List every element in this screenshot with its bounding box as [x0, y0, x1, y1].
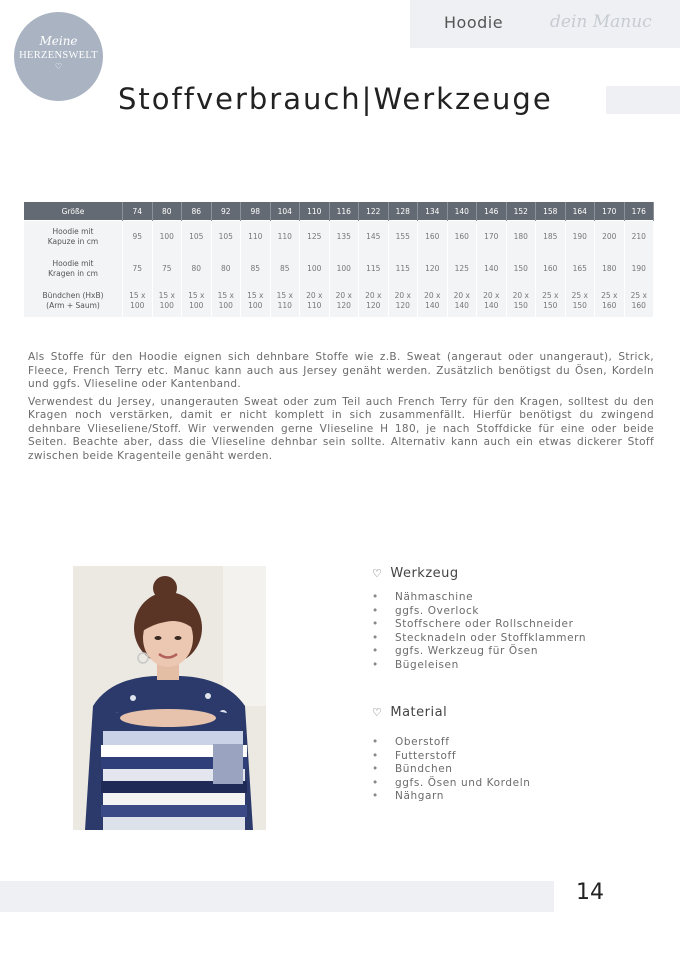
size-header: 140 [447, 202, 477, 221]
list-item: • Nähgarn [372, 790, 531, 804]
size-header: 134 [418, 202, 448, 221]
material-list [372, 736, 531, 804]
table-cell [359, 285, 389, 317]
table-cell: 75 [152, 253, 182, 285]
row-label-line: Hoodie mit [52, 259, 94, 268]
table-cell [447, 285, 477, 317]
werkzeug-heading [372, 566, 459, 581]
table-cell: 105 [211, 221, 241, 254]
cell-line: 15 x [158, 291, 175, 300]
table-cell: 165 [565, 253, 595, 285]
header-title: Hoodie [444, 13, 504, 32]
list-item: • Oberstoff [372, 736, 531, 750]
table-cell: 95 [123, 221, 153, 254]
cell-line: 150 [572, 301, 587, 310]
cell-line: 20 x [453, 291, 470, 300]
cell-line: 20 x [394, 291, 411, 300]
cell-line: 25 x [571, 291, 588, 300]
size-header: 74 [123, 202, 153, 221]
row-label-line: Hoodie mit [52, 227, 94, 236]
table-cell: 100 [300, 253, 330, 285]
title-accent-band [606, 86, 680, 114]
table-cell: 155 [388, 221, 418, 254]
table-cell [270, 285, 300, 317]
werkzeug-heading-text: Werkzeug [390, 566, 459, 581]
cell-line: 20 x [512, 291, 529, 300]
size-header: 104 [270, 202, 300, 221]
header-script: dein Manuc [550, 12, 652, 32]
list-item: • ggfs. Ösen und Kordeln [372, 777, 531, 791]
cell-line: 120 [395, 301, 410, 310]
size-header: 110 [300, 202, 330, 221]
heart-icon: ♡ [372, 706, 383, 719]
logo-script-text: Meine [39, 34, 78, 48]
row-label-line: Bündchen (HxB) [42, 291, 104, 300]
row-label [24, 253, 123, 285]
table-cell [182, 285, 212, 317]
row-label-line: Kragen in cm [48, 269, 98, 278]
table-cell: 145 [359, 221, 389, 254]
table-cell: 180 [595, 253, 625, 285]
table-cell [329, 285, 359, 317]
table-cell: 180 [506, 221, 536, 254]
cell-line: 100 [159, 301, 174, 310]
cell-line: 120 [366, 301, 381, 310]
cell-line: 15 x [188, 291, 205, 300]
cell-line: 150 [543, 301, 558, 310]
table-cell [123, 285, 153, 317]
size-header: 158 [536, 202, 566, 221]
cell-line: 15 x [217, 291, 234, 300]
size-header: 146 [477, 202, 507, 221]
size-header: 176 [624, 202, 654, 221]
portrait-photo [73, 566, 266, 830]
table-cell [211, 285, 241, 317]
logo-main-text: HERZENSWELT [19, 50, 98, 61]
table-cell [388, 285, 418, 317]
table-cell [477, 285, 507, 317]
size-header: 86 [182, 202, 212, 221]
table-cell: 80 [211, 253, 241, 285]
size-header: 152 [506, 202, 536, 221]
row-label [24, 221, 123, 254]
cell-line: 15 x [247, 291, 264, 300]
logo-heart-icon: ♡ [54, 62, 63, 71]
list-item: • Bügeleisen [372, 659, 586, 673]
size-header: 98 [241, 202, 271, 221]
table-cell: 190 [565, 221, 595, 254]
table-cell: 160 [447, 221, 477, 254]
table-cell [241, 285, 271, 317]
size-table [24, 202, 654, 317]
table-cell: 110 [241, 221, 271, 254]
row-label [24, 285, 123, 317]
cell-line: 140 [425, 301, 440, 310]
cell-line: 140 [484, 301, 499, 310]
list-item: • Stoffschere oder Rollschneider [372, 618, 586, 632]
size-header: 128 [388, 202, 418, 221]
size-header-label: Größe [24, 202, 123, 221]
table-cell: 100 [329, 253, 359, 285]
table-cell [418, 285, 448, 317]
portrait-illustration [73, 566, 266, 830]
cell-line: 110 [307, 301, 322, 310]
table-cell [536, 285, 566, 317]
table-cell [595, 285, 625, 317]
werkzeug-list [372, 591, 586, 673]
table-cell [624, 285, 654, 317]
size-header: 164 [565, 202, 595, 221]
table-cell: 125 [300, 221, 330, 254]
table-cell: 160 [418, 221, 448, 254]
table-cell: 140 [477, 253, 507, 285]
table-cell: 200 [595, 221, 625, 254]
header-band [410, 0, 680, 48]
table-cell: 210 [624, 221, 654, 254]
table-cell: 85 [241, 253, 271, 285]
table-cell: 115 [359, 253, 389, 285]
row-label-line: (Arm + Saum) [46, 301, 100, 310]
table-cell: 100 [152, 221, 182, 254]
intro-text [28, 351, 654, 467]
list-item: • Futterstoff [372, 750, 531, 764]
list-item: • ggfs. Werkzeug für Ösen [372, 645, 586, 659]
size-header: 80 [152, 202, 182, 221]
cell-line: 160 [631, 301, 646, 310]
table-cell: 170 [477, 221, 507, 254]
cell-line: 20 x [306, 291, 323, 300]
cell-line: 100 [130, 301, 145, 310]
cell-line: 20 x [424, 291, 441, 300]
brand-logo [14, 12, 103, 101]
table-cell: 125 [447, 253, 477, 285]
cell-line: 100 [218, 301, 233, 310]
material-heading-text: Material [390, 705, 448, 720]
table-cell [565, 285, 595, 317]
cell-line: 20 x [365, 291, 382, 300]
size-header: 170 [595, 202, 625, 221]
table-cell: 105 [182, 221, 212, 254]
table-cell: 115 [388, 253, 418, 285]
list-item: • Bündchen [372, 763, 531, 777]
size-table-header-row [24, 202, 654, 221]
table-cell [152, 285, 182, 317]
cell-line: 20 x [335, 291, 352, 300]
list-item: • Stecknadeln oder Stoffklammern [372, 632, 586, 646]
table-cell: 85 [270, 253, 300, 285]
table-cell: 150 [506, 253, 536, 285]
row-label-line: Kapuze in cm [47, 237, 99, 246]
table-cell: 135 [329, 221, 359, 254]
cell-line: 25 x [630, 291, 647, 300]
footer-band [0, 881, 554, 912]
material-heading [372, 705, 447, 720]
cell-line: 140 [454, 301, 469, 310]
page-title: Stoffverbrauch|Werkzeuge [118, 82, 553, 116]
size-header: 122 [359, 202, 389, 221]
list-item: • ggfs. Overlock [372, 605, 586, 619]
size-header: 116 [329, 202, 359, 221]
cell-line: 150 [513, 301, 528, 310]
cell-line: 25 x [542, 291, 559, 300]
table-row-hoodie-kapuze [24, 221, 654, 254]
table-cell: 110 [270, 221, 300, 254]
table-row-hoodie-kragen [24, 253, 654, 285]
table-cell: 120 [418, 253, 448, 285]
cell-line: 110 [277, 301, 292, 310]
page-number: 14 [576, 880, 604, 905]
heart-icon: ♡ [372, 567, 383, 580]
table-cell: 160 [536, 253, 566, 285]
cell-line: 15 x [276, 291, 293, 300]
cell-line: 160 [602, 301, 617, 310]
cell-line: 25 x [601, 291, 618, 300]
intro-paragraph: Als Stoffe für den Hoodie eignen sich dehnbare Stoffe wie z.B. Sweat (angeraut oder unangeraut), Strick, Fleece, French Terry etc. Manuc kann auch aus Jersey genäht werden. Zusätzlich benötigst du Ösen, Kordeln und ggfs. Vlieseline oder Kantenband. [28, 351, 654, 390]
cell-line: 120 [336, 301, 351, 310]
table-cell: 80 [182, 253, 212, 285]
list-item: • Nähmaschine [372, 591, 586, 605]
table-cell: 75 [123, 253, 153, 285]
cell-line: 100 [248, 301, 263, 310]
table-row-buendchen [24, 285, 654, 317]
cell-line: 15 x [129, 291, 146, 300]
table-cell: 190 [624, 253, 654, 285]
table-cell [506, 285, 536, 317]
intro-paragraph: Verwendest du Jersey, unangerauten Sweat oder zum Teil auch French Terry für den Kragen, solltest du den Kragen noch verstärken, damit er nicht komplett in sich zusammenfällt. Hierfür benötigst du zwingend dehnbare Vlieseliene/Stoff. Wir verwenden gerne Vlieseline H 180, je nach Stoffdicke für eine oder beide Seiten. Beachte aber, dass die Vlieseline dehnbar sein sollte. Alternativ kann auch ein etwas dickerer Stoff zwischen beide Kragenteile genäht werden. [28, 395, 654, 462]
table-cell: 185 [536, 221, 566, 254]
cell-line: 20 x [483, 291, 500, 300]
size-header: 92 [211, 202, 241, 221]
table-cell [300, 285, 330, 317]
cell-line: 100 [189, 301, 204, 310]
